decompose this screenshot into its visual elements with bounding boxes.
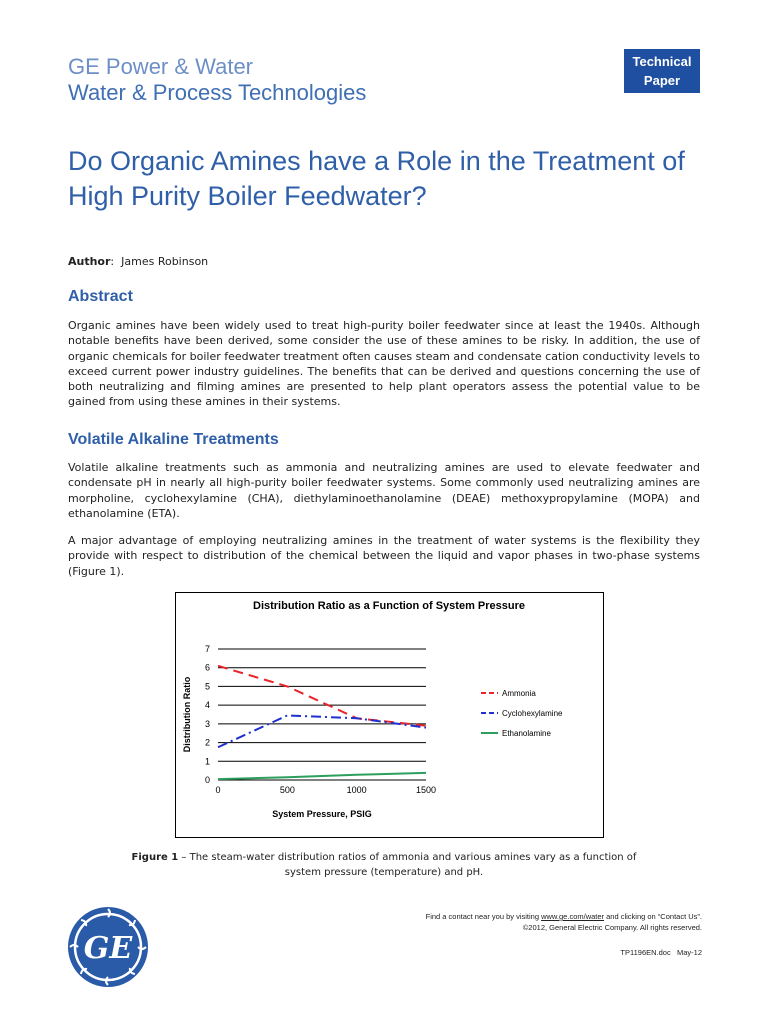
footer-contact (426, 911, 702, 933)
badge-line-1: Technical (632, 54, 692, 69)
footer-link[interactable]: www.ge.com/water (541, 912, 605, 921)
badge-line-2: Paper (643, 73, 681, 88)
series-line-ethanolamine (218, 773, 426, 779)
vat-paragraph-1: Volatile alkaline treatments such as ammonia and neutralizing amines are used to elevate feedwater and condensate pH in nearly all high-purity boiler feedwater systems. Some commonly used neutralizing amines are morpholine, cyclohexylamine (CHA), diethylaminoethanolamine (DEAE) methoxypropylamine (MOPA) and ethanolamine (ETA). (68, 461, 700, 520)
y-tick-label: 5 (204, 681, 210, 692)
x-tick-label: 500 (279, 785, 295, 795)
series-line-ammonia (218, 666, 426, 726)
chart-svg (176, 593, 603, 837)
legend-label-ammonia: Ammonia (502, 689, 536, 698)
figure-1-chart (175, 592, 604, 838)
footer-contact-post: and clicking on “Contact Us”. (604, 912, 702, 921)
vat-heading: Volatile Alkaline Treatments (68, 431, 279, 448)
y-tick-label: 6 (204, 662, 210, 673)
legend-label-cyclohexylamine: Cyclohexylamine (502, 709, 563, 718)
y-axis-label: Distribution Ratio (182, 676, 192, 753)
figure-caption (120, 850, 648, 880)
caption-text: – The steam-water distribution ratios of ammonia and various amines vary as a function of system pressure (temperature) and pH. (178, 852, 637, 878)
brand-line-2: Water & Process Technologies (68, 80, 367, 105)
y-tick-label: 7 (204, 644, 210, 654)
ge-logo-icon (66, 905, 150, 989)
logo-text: GE (83, 931, 133, 966)
x-axis-label: System Pressure, PSIG (272, 809, 372, 819)
brand-line-1: GE Power & Water (68, 54, 254, 79)
y-tick-label: 3 (204, 718, 210, 729)
y-tick-label: 0 (204, 775, 210, 785)
doc-id: TP1196EN.doc (620, 948, 671, 957)
document-type-badge (624, 49, 700, 93)
footer-copyright: ©2012, General Electric Company. All rights reserved. (522, 923, 702, 932)
vat-paragraph-2: A major advantage of employing neutralizing amines in the treatment of water systems is the flexibility they provide with respect to distribution of the chemical between the liquid and vapor phases in two-phase systems (Figure 1). (68, 534, 700, 578)
caption-label: Figure 1 (131, 852, 179, 863)
document-reference (620, 948, 702, 957)
author-name: James Robinson (121, 255, 209, 268)
y-tick-label: 2 (204, 737, 210, 748)
y-tick-label: 1 (204, 756, 210, 767)
abstract-heading: Abstract (68, 288, 133, 305)
legend-label-ethanolamine: Ethanolamine (502, 729, 551, 738)
y-tick-label: 4 (204, 700, 210, 711)
chart-title: Distribution Ratio as a Function of System Pressure (253, 600, 525, 612)
x-tick-label: 1000 (346, 785, 367, 795)
footer-contact-pre: Find a contact near you by visiting (425, 912, 542, 921)
x-tick-label: 0 (215, 785, 221, 795)
doc-date: May-12 (676, 948, 702, 957)
page-title: Do Organic Amines have a Role in the Treatment of High Purity Boiler Feedwater? (68, 146, 685, 211)
author-label: Author (68, 255, 111, 268)
x-tick-label: 1500 (415, 785, 437, 795)
brand-block (68, 54, 366, 106)
abstract-text: Organic amines have been widely used to treat high-purity boiler feedwater since at least the 1940s. Although notable benefits have been derived, some consider the use of these amines to be risky. In addition, the use of organic chemicals for boiler feedwater treatment often causes steam and condensate cation conductivity levels to exceed current power industry guidelines. The benefits that can be derived and questions concerning the use of both neutralizing and filming amines are presented to help plant operators assess the potential value to be gained from using these amines in their systems. (68, 319, 700, 409)
author-line: Author: James Robinson (68, 255, 209, 268)
